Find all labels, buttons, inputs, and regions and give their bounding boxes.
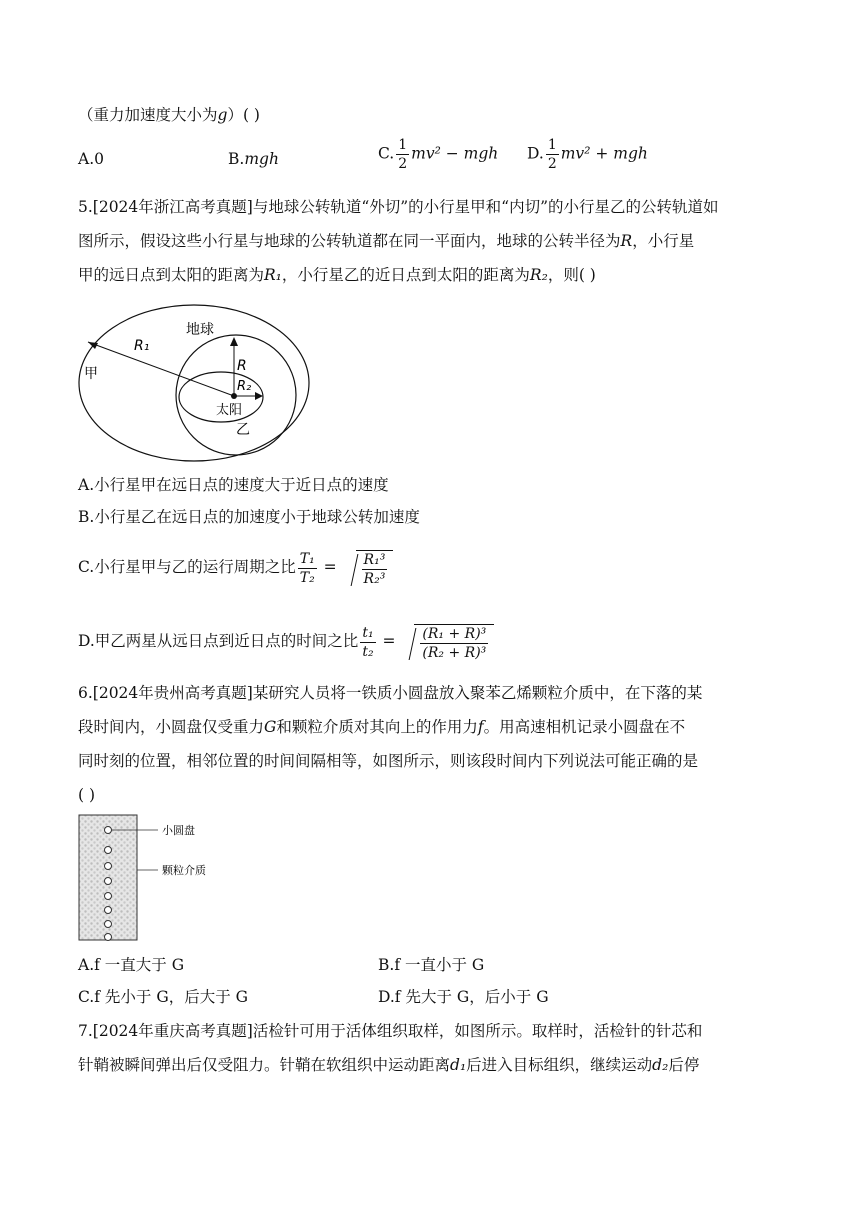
q4-tail-line: （重力加速度大小为g）( ) [78, 106, 260, 124]
disk-position [105, 893, 112, 900]
q6-option-a: A.f 一直大于 G [78, 956, 185, 974]
disk-position [105, 907, 112, 914]
fraction: $\frac{1}{2}$ [547, 137, 557, 172]
label-jia: 甲 [84, 366, 98, 382]
medium-diagram [78, 814, 258, 942]
disk-position [105, 847, 112, 854]
q6-line-2: 段时间内，小圆盘仅受重力G和颗粒介质对其向上的作用力f。用高速相机记录小圆盘在不 [78, 718, 686, 736]
sqrt: $\frac{\text{(R₁ + R)³}}{\text{(R₂ + R)³}}$ [400, 624, 494, 660]
label-earth: 地球 [186, 322, 214, 338]
q5-option-a: A.小行星甲在远日点的速度大于近日点的速度 [78, 476, 389, 494]
disk-position [105, 921, 112, 928]
label-R: R [237, 358, 247, 374]
label-R1: R₁ [134, 338, 150, 354]
label-yi: 乙 [236, 422, 250, 438]
q6-option-b: B.f 一直小于 G [378, 956, 485, 974]
q6-option-d: D.f 先大于 G，后小于 G [378, 988, 549, 1006]
fraction: $\frac{\text{t₁}}{\text{t₂}}$ [362, 624, 374, 660]
fraction: $\frac{1}{2}$ [398, 137, 408, 172]
q6-line-3: 同时刻的位置，相邻位置的时间间隔相等，如图所示，则该段时间内下列说法可能正确的是 [78, 752, 699, 770]
sqrt: $\frac{\text{R₁³}}{\text{R₂³}}$ [342, 550, 394, 586]
q4-option-d: D. $\frac{1}{2}$ mv² + mgh [527, 137, 648, 172]
q6-option-c: C.f 先小于 G，后大于 G [78, 988, 249, 1006]
label-R2: R₂ [237, 379, 252, 394]
q7-line-2: 针鞘被瞬间弹出后仅受阻力。针鞘在软组织中运动距离d₁后进入目标组织，继续运动d₂后停 [78, 1056, 700, 1074]
q4-option-c: C. $\frac{1}{2}$ mv² − mgh [378, 137, 499, 172]
disk-position [105, 934, 112, 941]
fraction: $\frac{\text{T₁}}{\text{T₂}}$ [299, 550, 315, 586]
q7-line-1: 7.[2024年重庆高考真题]活检针可用于活体组织取样，如图所示。取样时，活检针的针芯和 [78, 1022, 703, 1040]
q5-option-c: C.小行星甲与乙的运行周期之比 $\frac{\text{T₁}}{\text{T₂}}$ = $\frac{\text{R₁³}}{\text{R₂³}}$ [78, 550, 393, 586]
q4-option-b: B.mgh [228, 150, 279, 168]
label-medium: 颗粒介质 [162, 864, 206, 877]
label-disk: 小圆盘 [162, 824, 195, 837]
q6-line-1: 6.[2024年贵州高考真题]某研究人员将一铁质小圆盘放入聚苯乙烯颗粒介质中，在下落的某 [78, 684, 703, 702]
q4-option-a: A.0 [78, 150, 104, 168]
q6-line-4: ( ) [78, 786, 96, 804]
q5-line-1: 5.[2024年浙江高考真题]与地球公转轨道“外切”的小行星甲和“内切”的小行星乙的公转轨道如 [78, 198, 719, 216]
disk-position [105, 863, 112, 870]
disk-position [105, 878, 112, 885]
disk-position [105, 827, 112, 834]
orbit-diagram [76, 300, 312, 464]
q5-line-3: 甲的远日点到太阳的距离为R₁，小行星乙的近日点到太阳的距离为R₂，则( ) [78, 266, 596, 284]
q5-line-2: 图所示，假设这些小行星与地球的公转轨道都在同一平面内，地球的公转半径为R，小行星 [78, 232, 695, 250]
label-sun: 太阳 [216, 403, 243, 418]
q5-option-b: B.小行星乙在远日点的加速度小于地球公转加速度 [78, 508, 420, 526]
arrow-R1 [88, 342, 234, 396]
q5-option-d: D.甲乙两星从远日点到近日点的时间之比 $\frac{\text{t₁}}{\text{t₂}}$ = $\frac{\text{(R₁ + R)³}}{\text{(R₂ + R)³}}$ [78, 624, 494, 660]
